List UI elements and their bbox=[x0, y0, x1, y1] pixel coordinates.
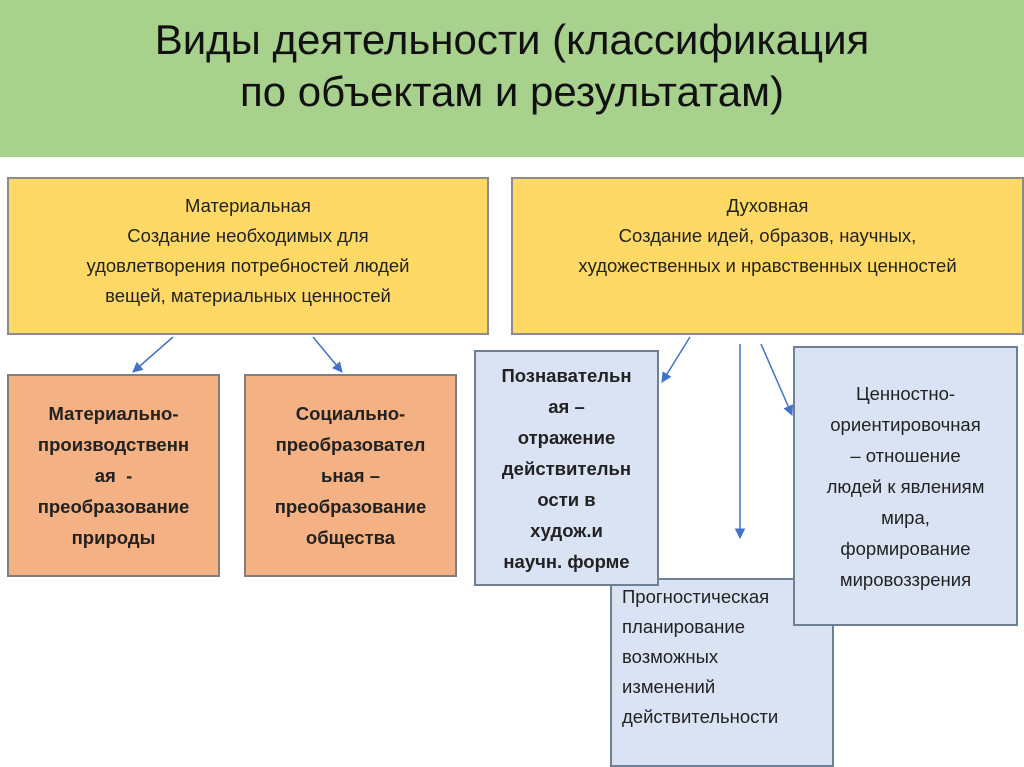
cognitive-line-3: отражение bbox=[517, 426, 616, 448]
material-production-line-2: производственн bbox=[37, 434, 190, 455]
arrow-to-value-oriented bbox=[761, 344, 792, 415]
cognitive-line-6: худож.и bbox=[530, 519, 603, 541]
social-transformation-line-3: ьная – bbox=[320, 465, 381, 486]
spiritual-line-2: художественных и нравственных ценностей bbox=[578, 255, 957, 276]
prognostic-line-5: действительности bbox=[622, 706, 779, 727]
value-oriented-line-1: Ценностно- bbox=[855, 382, 956, 404]
social-transformation-line-5: общества bbox=[305, 527, 396, 548]
spiritual-line-1: Создание идей, образов, научных, bbox=[618, 225, 917, 246]
material-line-1: Создание необходимых для bbox=[127, 225, 369, 246]
value-oriented-line-5: мира, bbox=[881, 506, 930, 528]
cognitive-line-1: Познавательн bbox=[501, 364, 632, 386]
cognitive-line-2: ая – bbox=[548, 395, 585, 417]
title-line-1: Виды деятельности (классификация bbox=[154, 16, 870, 63]
material-production-line-5: природы bbox=[71, 527, 156, 548]
prognostic-line-1: Прогностическая bbox=[622, 586, 770, 607]
value-oriented-line-2: ориентировочная bbox=[830, 413, 981, 435]
value-oriented-line-6: формирование bbox=[840, 537, 971, 559]
social-transformation-line-4: преобразование bbox=[274, 496, 427, 517]
material-line-3: вещей, материальных ценностей bbox=[105, 285, 391, 306]
prognostic-line-2: планирование bbox=[622, 616, 745, 637]
cognitive-line-7: научн. форме bbox=[503, 550, 630, 572]
social-transformation-line-2: преобразовател bbox=[275, 434, 426, 455]
value-oriented-line-3: – отношение bbox=[850, 444, 961, 466]
material-production-line-3: ая - bbox=[94, 465, 133, 486]
material-line-2: удовлетворения потребностей людей bbox=[86, 255, 410, 276]
social-transformation-line-1: Социально- bbox=[295, 403, 406, 424]
spiritual-title: Духовная bbox=[726, 195, 809, 216]
cognitive-line-4: действительн bbox=[501, 457, 632, 479]
arrow-to-cognitive bbox=[662, 337, 690, 382]
material-production-line-1: Материально- bbox=[48, 403, 179, 424]
material-title: Материальная bbox=[185, 195, 311, 216]
value-oriented-line-7: мировоззрения bbox=[839, 568, 972, 590]
title-line-2: по объектам и результатам) bbox=[240, 68, 784, 115]
arrow-to-social-transformation bbox=[313, 337, 342, 372]
prognostic-line-4: изменений bbox=[622, 676, 716, 697]
material-production-line-4: преобразование bbox=[37, 496, 190, 517]
value-oriented-line-4: людей к явлениям bbox=[826, 475, 985, 497]
prognostic-line-3: возможных bbox=[622, 646, 719, 667]
cognitive-line-5: ости в bbox=[537, 488, 596, 510]
arrow-to-material-production bbox=[133, 337, 173, 372]
